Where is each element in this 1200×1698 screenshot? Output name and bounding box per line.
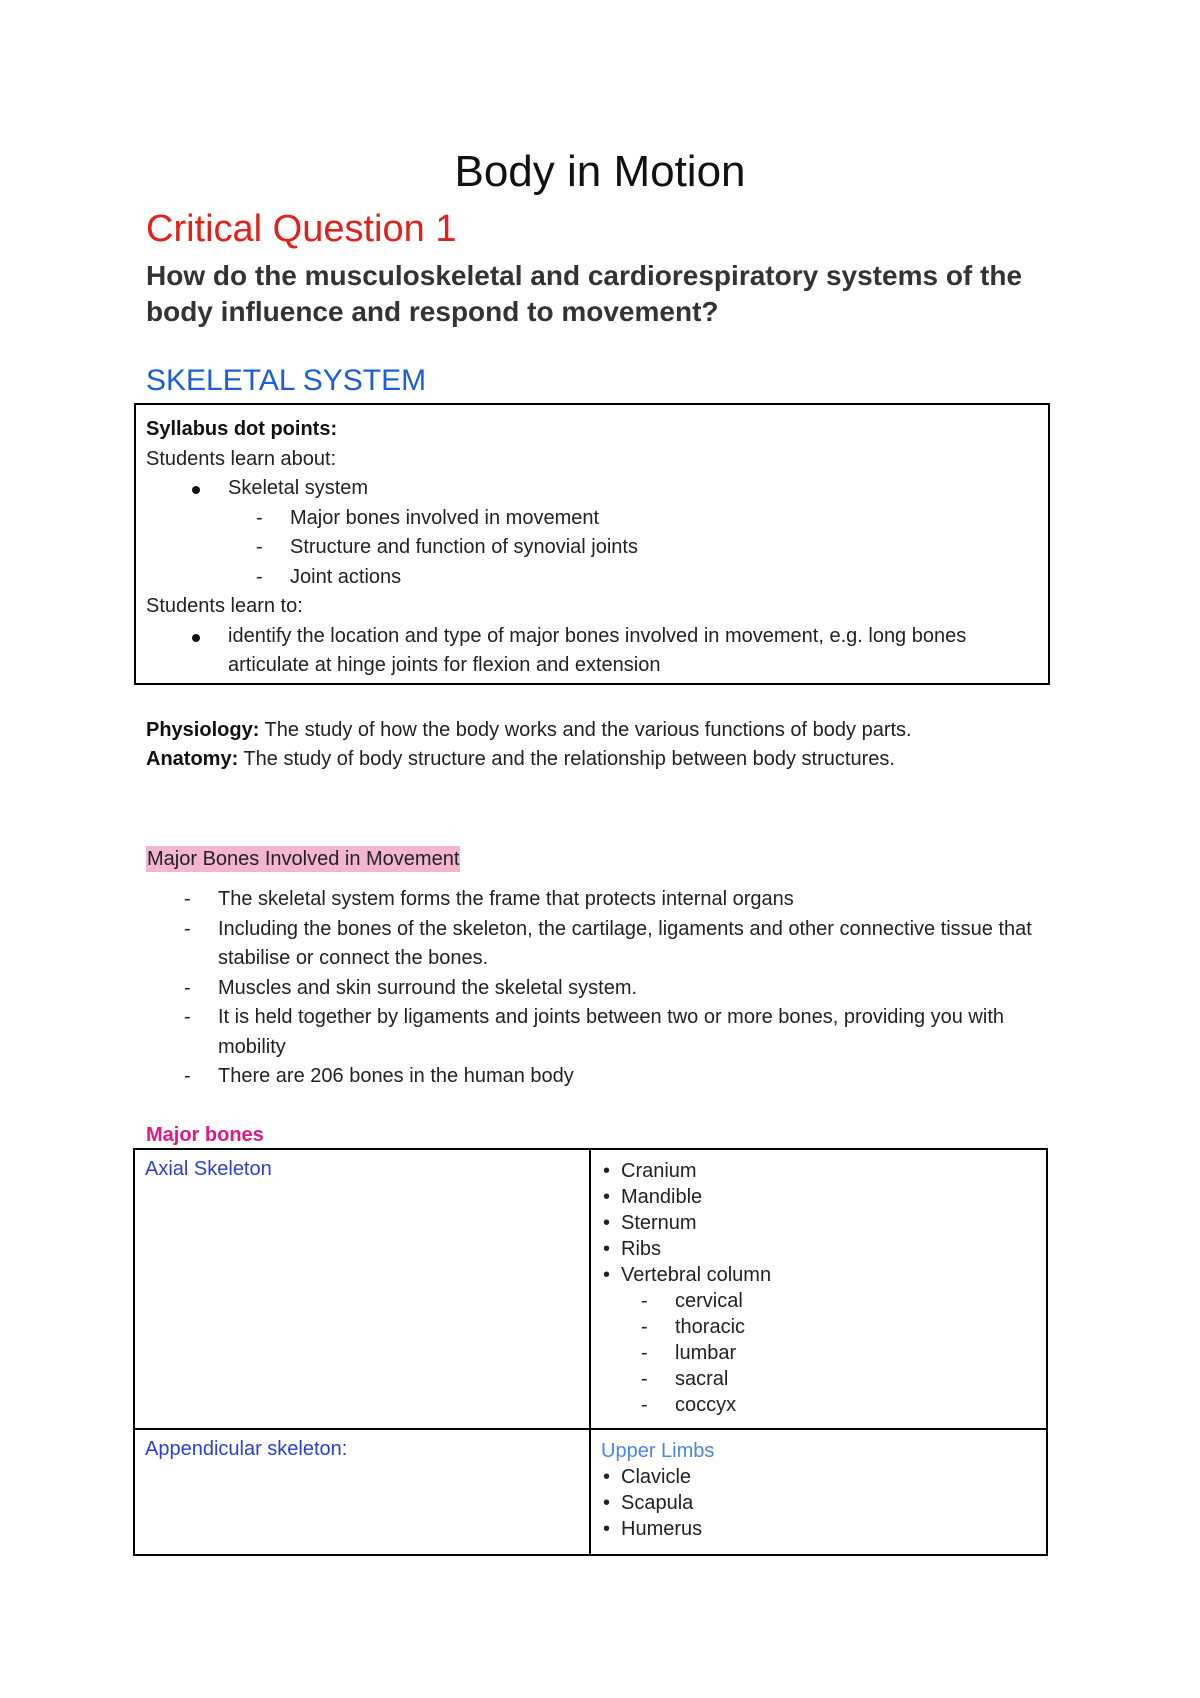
bullet-dot-icon (192, 486, 200, 494)
bullet-icon: • (603, 1518, 611, 1540)
page-title: Body in Motion (454, 147, 746, 196)
bone-name: Cranium (621, 1160, 697, 1182)
appendicular-skeleton-cell (134, 1429, 590, 1555)
bullet-icon: • (603, 1466, 611, 1488)
list-item (601, 1210, 1036, 1236)
definitions (146, 716, 1066, 774)
dash-marker: - (256, 565, 263, 588)
learn-about-subitem (146, 563, 1038, 593)
anatomy-text: The study of body structure and the relationship between body structures. (238, 748, 895, 770)
vertebra-region: coccyx (675, 1394, 737, 1416)
list-item (146, 1003, 1066, 1062)
list-item (601, 1236, 1036, 1262)
list-item (146, 915, 1066, 974)
vertebra-region: cervical (675, 1290, 743, 1312)
fact-text: The skeletal system forms the frame that protects internal organs (218, 888, 794, 910)
list-item (601, 1516, 1036, 1542)
appendicular-skeleton-label: Appendicular skeleton: (145, 1438, 348, 1460)
list-item (601, 1464, 1036, 1490)
bullet-icon: • (603, 1492, 611, 1514)
list-item (601, 1366, 1036, 1392)
syllabus-box (134, 403, 1050, 685)
bullet-icon: • (603, 1238, 611, 1260)
physiology-term: Physiology: (146, 719, 260, 741)
vertebra-region: thoracic (675, 1316, 746, 1338)
list-item (601, 1184, 1036, 1210)
list-item (146, 974, 1066, 1004)
bullet-icon: • (603, 1186, 611, 1208)
appendicular-bones-cell (590, 1429, 1047, 1555)
subitem-text: Structure and function of synovial joints (290, 536, 638, 558)
subitem-text: Joint actions (290, 565, 402, 588)
physiology-text: The study of how the body works and the various functions of body parts. (259, 719, 912, 741)
learn-about-bullet-text: Skeletal system (228, 477, 369, 499)
learn-about-subitem (146, 504, 1038, 534)
axial-bones-list (601, 1158, 1036, 1288)
dash-marker: - (184, 976, 191, 999)
critical-question-heading: Critical Question 1 (146, 208, 457, 250)
learn-about-label: Students learn about: (146, 447, 337, 470)
learn-to-bullet-text: identify the location and type of major bones involved in movement, e.g. long bones articulate at hinge joints for flexion and extension (228, 624, 967, 676)
fact-text: Muscles and skin surround the skeletal system. (218, 976, 638, 999)
anatomy-definition (146, 745, 1066, 774)
skeletal-system-heading: SKELETAL SYSTEM (146, 364, 427, 397)
list-item (146, 1062, 1066, 1092)
list-item (601, 1392, 1036, 1418)
upper-limbs-label: Upper Limbs (601, 1440, 715, 1462)
bullet-dot-icon (192, 634, 200, 642)
table-row (134, 1429, 1047, 1555)
learn-about-bullet (146, 474, 1038, 504)
dash-marker: - (641, 1316, 648, 1338)
fact-text: There are 206 bones in the human body (218, 1065, 574, 1087)
dash-marker: - (641, 1342, 648, 1364)
bone-name: Vertebral column (621, 1264, 772, 1286)
table-row (134, 1149, 1047, 1429)
bone-name: Mandible (621, 1186, 703, 1208)
physiology-definition (146, 716, 1066, 745)
learn-about-subitem (146, 533, 1038, 563)
dash-marker: - (184, 1006, 191, 1028)
dash-marker: - (641, 1368, 648, 1390)
bone-name: Humerus (621, 1518, 703, 1540)
dash-marker: - (184, 917, 191, 940)
list-item (601, 1490, 1036, 1516)
fact-text: It is held together by ligaments and joints between two or more bones, providing you with mobility (218, 1006, 1004, 1058)
list-item (601, 1262, 1036, 1288)
vertebral-column-list (601, 1288, 1036, 1418)
list-item (146, 885, 1066, 915)
bone-name: Sternum (621, 1212, 697, 1234)
list-item (601, 1340, 1036, 1366)
critical-question-text: How do the musculoskeletal and cardiorespiratory systems of the body influence and respond to movement? (146, 260, 1023, 327)
dash-marker: - (641, 1394, 648, 1416)
axial-bones-cell (590, 1149, 1047, 1429)
syllabus-heading: Syllabus dot points: (146, 418, 338, 440)
subitem-text: Major bones involved in movement (290, 506, 600, 529)
fact-text: Including the bones of the skeleton, the cartilage, ligaments and other connective tissue that stabilise or connect the bones. (218, 917, 1032, 969)
list-item (601, 1158, 1036, 1184)
bullet-icon: • (603, 1212, 611, 1234)
vertebra-region: lumbar (675, 1342, 737, 1364)
axial-skeleton-cell (134, 1149, 590, 1429)
learn-to-bullet (146, 622, 1038, 681)
list-item (601, 1288, 1036, 1314)
anatomy-term: Anatomy: (146, 748, 239, 770)
bullet-icon: • (603, 1264, 611, 1286)
major-bones-table (133, 1148, 1048, 1556)
bullet-icon: • (603, 1160, 611, 1182)
learn-to-label: Students learn to: (146, 595, 303, 617)
bone-name: Scapula (621, 1492, 694, 1514)
dash-marker: - (184, 1065, 191, 1087)
upper-limb-bones-list (601, 1464, 1036, 1542)
vertebra-region: sacral (675, 1368, 729, 1390)
dash-marker: - (641, 1290, 648, 1312)
dash-marker: - (256, 536, 263, 558)
dash-marker: - (184, 888, 191, 910)
axial-skeleton-label: Axial Skeleton (145, 1158, 272, 1180)
major-bones-heading: Major bones (146, 1124, 264, 1146)
list-item (601, 1314, 1036, 1340)
skeletal-facts-list (146, 885, 1066, 1092)
bone-name: Clavicle (621, 1466, 692, 1488)
bone-name: Ribs (621, 1238, 662, 1260)
dash-marker: - (256, 506, 263, 529)
major-bones-movement-heading: Major Bones Involved in Movement (147, 848, 460, 870)
